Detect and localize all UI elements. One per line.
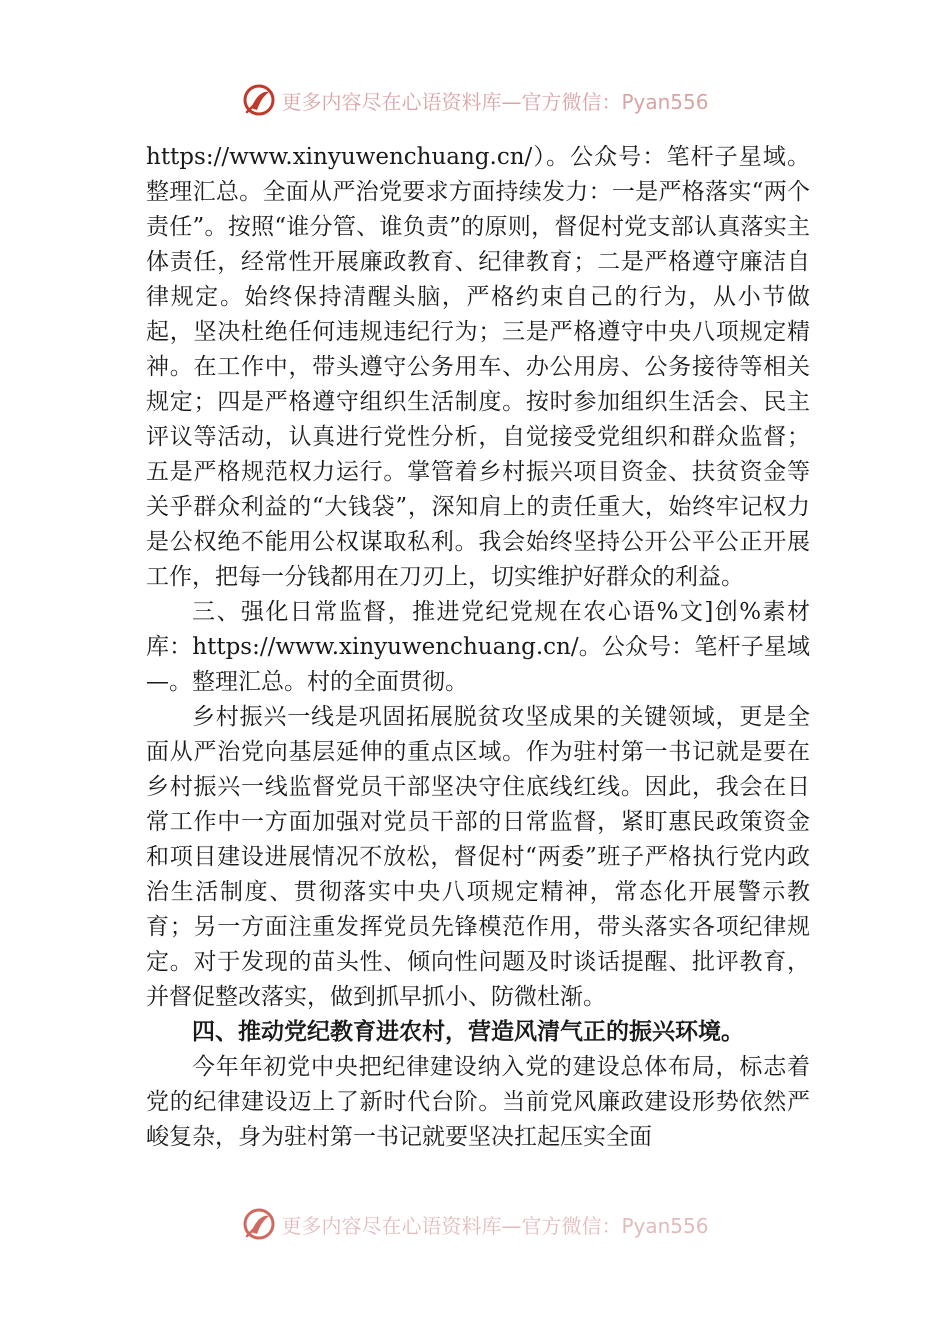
paragraph: https://www.xinyuwenchuang.cn/）。公众号：笔杆子星域。整理汇总。全面从严治党要求方面持续发力：一是严格落实“两个责任”。按照“谁分管、谁负责”的原则，督促村党支部认真落实主体责任，经常性开展廉政教育、纪律教育；二是严格遵守廉洁自律规定。始终保持清醒头脑，严格约束自己的行为，从小节做起，坚决杜绝任何违规违纪行为；三是严格遵守中央八项规定精神。在工作中，带头遵守公务用车、办公用房、公务接待等相关规定；四是严格遵守组织生活制度。按时参加组织生活会、民主评议等活动，认真进行党性分析，自觉接受党组织和群众监督；五是严格规范权力运行。掌管着乡村振兴项目资金、扶贫资金等关乎群众利益的“大钱袋”，深知肩上的责任重大，始终牢记权力是公权绝不能用公权谋取私利。我会始终坚持公开公平公正开展工作，把每一分钱都用在刀刃上，切实维护好群众的利益。 [146,144,810,590]
watermark-text: 更多内容尽在心语资料库—官方微信：Pyan556 [281,1213,709,1238]
watermark-banner-bottom [0,1204,950,1244]
brush-logo-icon [241,1206,277,1242]
watermark-banner-top [0,80,950,120]
watermark-text: 更多内容尽在心语资料库—官方微信：Pyan556 [281,89,709,114]
paragraph: 三、强化日常监督，推进党纪党规在农心语%文]创%素材库：https://www.xinyuwenchuang.cn/。公众号：笔杆子星域—。整理汇总。村的全面贯彻。 [146,599,810,695]
paragraph: 乡村振兴一线是巩固拓展脱贫攻坚成果的关键领域，更是全面从严治党向基层延伸的重点区域。作为驻村第一书记就是要在乡村振兴一线监督党员干部坚决守住底线红线。因此，我会在日常工作中一方面加强对党员干部的日常监督，紧盯惠民政策资金和项目建设进展情况不放松，督促村“两委”班子严格执行党内政治生活制度、贯彻落实中央八项规定精神，常态化开展警示教育；另一方面注重发挥党员先锋模范作用，带头落实各项纪律规定。对于发现的苗头性、倾向性问题及时谈话提醒、批评教育，并督促整改落实，做到抓早抓小、防微杜渐。 [146,704,810,1010]
section-heading: 四、推动党纪教育进农村，营造风清气正的振兴环境。 [192,1019,744,1045]
document-body [146,140,810,1155]
brush-logo-icon [241,82,277,118]
paragraph: 今年年初党中央把纪律建设纳入党的建设总体布局，标志着党的纪律建设迈上了新时代台阶。当前党风廉政建设形势依然严峻复杂，身为驻村第一书记就要坚决扛起压实全面 [146,1054,810,1150]
